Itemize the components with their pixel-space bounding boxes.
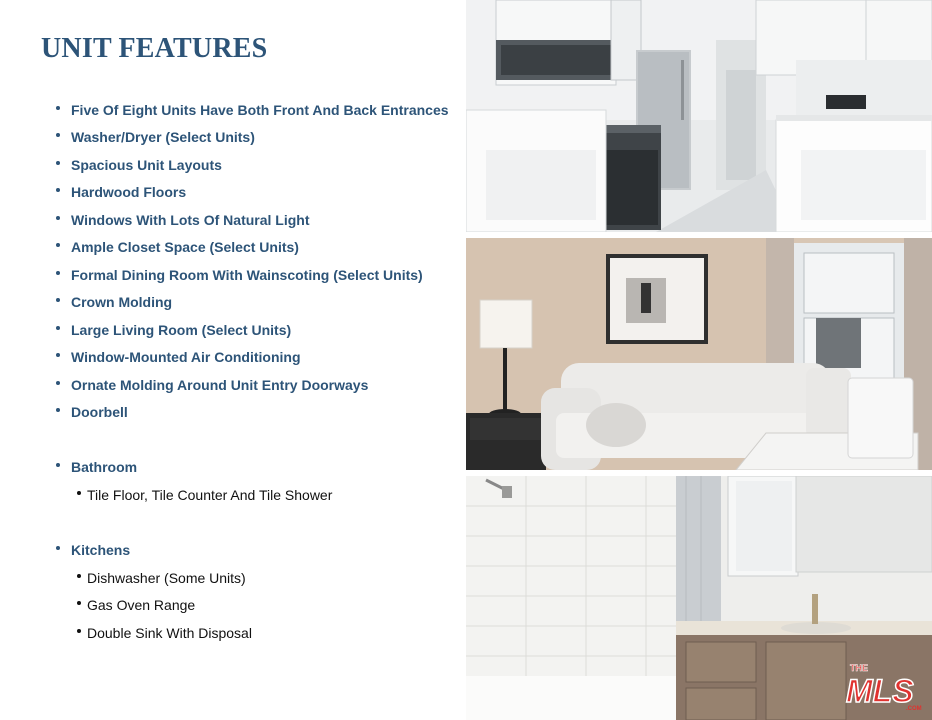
bullet-icon — [77, 574, 81, 578]
bullet-icon — [56, 271, 60, 275]
list-item — [0, 595, 460, 615]
bullet-icon — [56, 188, 60, 192]
feature-text: Windows With Lots Of Natural Light — [71, 212, 310, 228]
list-item — [0, 127, 460, 147]
feature-text: Spacious Unit Layouts — [71, 157, 222, 173]
feature-text: Doorbell — [71, 404, 128, 420]
bullet-icon — [77, 629, 81, 633]
bullet-icon — [56, 353, 60, 357]
feature-text: Crown Molding — [71, 294, 173, 310]
bullet-icon — [56, 326, 60, 330]
feature-text: Ornate Molding Around Unit Entry Doorways — [71, 377, 369, 393]
bullet-icon — [56, 216, 60, 220]
page-title: UNIT FEATURES — [41, 33, 268, 64]
bullet-icon — [56, 133, 60, 137]
logo-text: MLS — [846, 673, 914, 709]
bullet-icon — [56, 463, 60, 467]
list-item — [0, 182, 460, 202]
bullet-icon — [77, 491, 81, 495]
section-heading: Kitchens — [71, 542, 131, 558]
feature-text: Formal Dining Room With Wainscoting (Select Units) — [71, 267, 423, 283]
feature-text: Five Of Eight Units Have Both Front And Back Entrances — [71, 102, 449, 118]
list-item — [0, 623, 460, 643]
bullet-icon — [77, 601, 81, 605]
sub-item-text: Tile Floor, Tile Counter And Tile Shower — [87, 487, 333, 503]
list-item — [0, 210, 460, 230]
list-item — [0, 347, 460, 367]
mls-logo — [844, 660, 928, 714]
list-item — [0, 237, 460, 257]
sub-item-text: Gas Oven Range — [87, 597, 196, 613]
feature-text: Washer/Dryer (Select Units) — [71, 129, 255, 145]
bullet-icon — [56, 298, 60, 302]
logo-suffix: .COM — [906, 706, 922, 712]
sub-item-text: Dishwasher (Some Units) — [87, 570, 246, 586]
feature-text: Window-Mounted Air Conditioning — [71, 349, 301, 365]
feature-text: Hardwood Floors — [71, 184, 187, 200]
bathroom-heading — [0, 457, 460, 477]
kitchen-photo — [466, 0, 932, 232]
feature-text: Ample Closet Space (Select Units) — [71, 239, 299, 255]
logo-prefix: THE — [850, 663, 868, 673]
list-item — [0, 292, 460, 312]
section-heading: Bathroom — [71, 459, 138, 475]
bullet-icon — [56, 381, 60, 385]
list-item — [0, 155, 460, 175]
list-item — [0, 100, 460, 120]
living-room-photo — [466, 238, 932, 470]
bullet-icon — [56, 408, 60, 412]
list-item — [0, 402, 460, 422]
feature-text: Large Living Room (Select Units) — [71, 322, 292, 338]
bullet-icon — [56, 546, 60, 550]
list-item — [0, 375, 460, 395]
list-item — [0, 265, 460, 285]
bullet-icon — [56, 106, 60, 110]
sub-item-text: Double Sink With Disposal — [87, 625, 252, 641]
kitchens-heading — [0, 540, 460, 560]
list-item — [0, 485, 460, 505]
list-item — [0, 568, 460, 588]
bullet-icon — [56, 243, 60, 247]
bullet-icon — [56, 161, 60, 165]
list-item — [0, 320, 460, 340]
